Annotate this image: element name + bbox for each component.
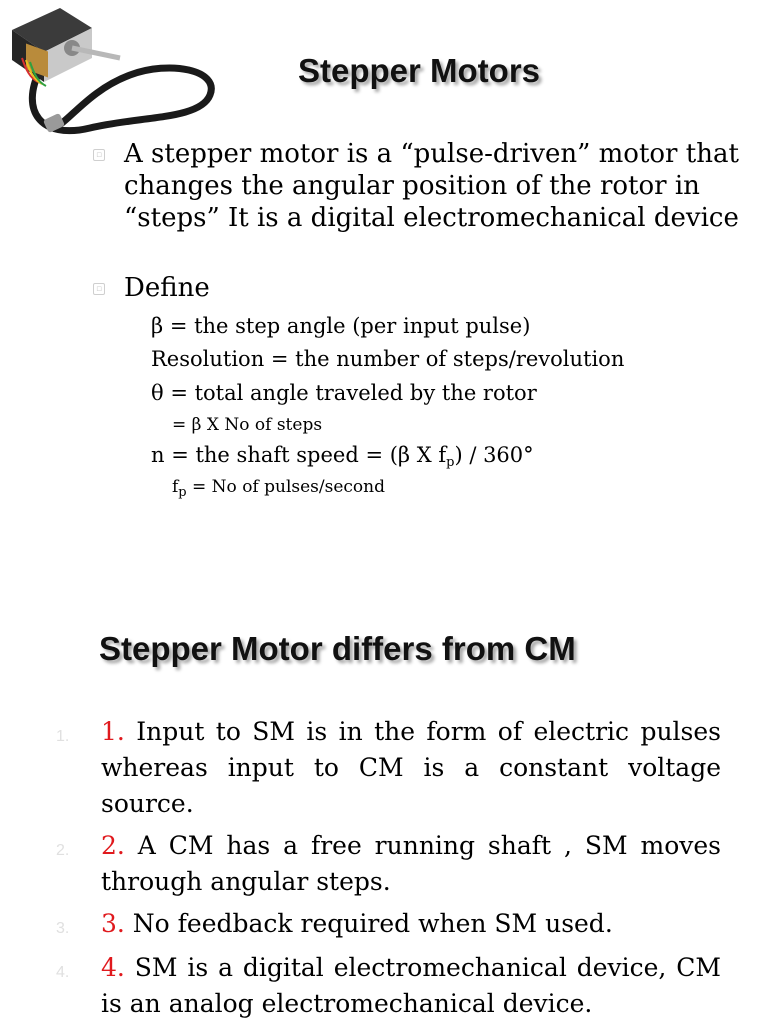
shaft-speed-suffix: ) / 360°: [454, 443, 534, 467]
definition-resolution: Resolution = the number of steps/revolution: [151, 347, 625, 371]
bullet-text: Define: [124, 273, 210, 303]
list-number-ghost: 2.: [56, 842, 70, 859]
item-text: No feedback required when SM used.: [124, 909, 613, 938]
list-item: [101, 950, 721, 1022]
item-text: A CM has a free running shaft , SM moves through angular steps.: [101, 831, 721, 896]
shaft-speed-prefix: n = the shaft speed = (β X f: [151, 443, 447, 467]
definition-fp: [172, 474, 385, 506]
fp-main: f: [172, 477, 179, 497]
list-item: [101, 828, 721, 900]
definition-theta-formula: = β X No of steps: [172, 415, 323, 435]
fp-rest: = No of pulses/second: [186, 477, 385, 497]
item-text: Input to SM is in the form of electric pulses whereas input to CM is a constant voltage source.: [101, 717, 721, 818]
definition-theta: θ = total angle traveled by the rotor: [151, 381, 537, 405]
list-item: [101, 906, 721, 942]
list-number-ghost: 1.: [56, 728, 70, 745]
item-number: 4.: [101, 953, 125, 982]
slide-title: Stepper Motor differs from CM: [99, 630, 576, 667]
bullet-icon: ▫: [93, 149, 105, 161]
shaft-speed-sub: p: [446, 455, 455, 470]
fp-sub: p: [178, 485, 187, 500]
list-number-ghost: 4.: [56, 964, 70, 981]
item-text: SM is a digital electromechanical device, CM is an analog electromechanical device.: [101, 953, 721, 1018]
item-number: 2.: [101, 831, 125, 860]
stepper-motor-image: [0, 0, 232, 142]
definition-shaft-speed: [151, 442, 534, 476]
slide-sm-vs-cm: [0, 610, 768, 1024]
list-item: [101, 714, 721, 822]
definition-beta: β = the step angle (per input pulse): [151, 314, 531, 338]
bullet-text: A stepper motor is a “pulse-driven” motor that changes the angular position of the rotor in “steps” It is a digital electromechanical device: [124, 139, 739, 233]
item-number: 1.: [101, 717, 125, 746]
list-number-ghost: 3.: [56, 920, 70, 937]
item-number: 3.: [101, 909, 125, 938]
slide-title: Stepper Motors: [298, 52, 541, 89]
bullet-icon: ▫: [93, 283, 105, 295]
